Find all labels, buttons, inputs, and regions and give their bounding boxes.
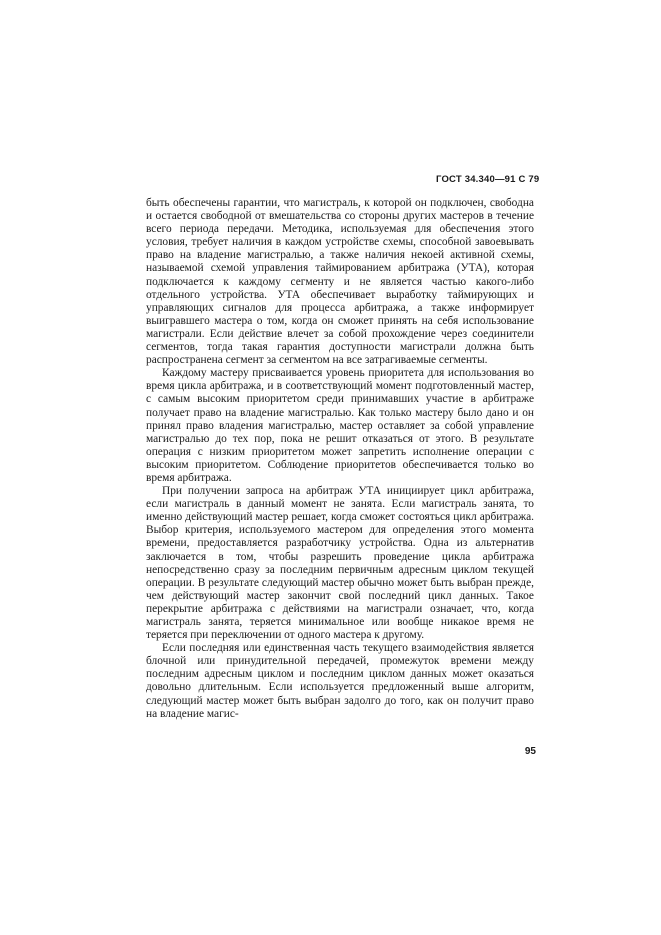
document-header: ГОСТ 34.340—91 С 79 [436,174,540,185]
paragraph-3: При получении запроса на арбитраж УТА инициирует цикл арбитража, если магистраль в данный момент не занята. Если магистраль занята, то именно действующий мастер решает, когда сможет состояться цикл арбитража. Выбор критерия, используемого мастером для определения этого момента времени, предоставляется разработчику устройства. Одна из альтернатив заключается в том, чтобы разрешить проведение цикла арбитража непосредственно сразу за последним первичным адресным циклом текущей операции. В результате следующий мастер обычно может быть выбран прежде, чем действующий мастер закончит свой последний цикл данных. Такое перекрытие арбитража с действиями на магистрали означает, что, когда магистраль занята, теряется минимальное или вообще никакое время не теряется при переключении от одного мастера к другому. [146,485,534,642]
paragraph-4: Если последняя или единственная часть текущего взаимодействия является блочной или принудительной передачей, промежуток времени между последним адресным циклом и последним циклом данных может оказаться довольно длительным. Если используется предложенный выше алгоритм, следующий мастер может быть выбран задолго до того, как он получит право на владение магис- [146,642,534,720]
paragraph-1: быть обеспечены гарантии, что магистраль, к которой он подключен, свободна и остается свободной от вмешательства со стороны других мастеров в течение всего периода передачи. Методика, используемая для обеспечения этого условия, требует наличия в каждом устройстве схемы, способной завоевывать право на владение магистралью, а также наличия некоей активной схемы, называемой схемой управления таймированием арбитража (УТА), которая подключается к каждому сегменту и не является частью какого-либо отдельного устройства. УТА обеспечивает выработку таймирующих и управляющих сигналов для процесса арбитража, а также информирует выигравшего мастера о том, когда он сможет принять на себя использование магистрали. Если действие влечет за собой прохождение через соединители сегментов, тогда такая гарантия доступности магистрали должна быть распространена сегмент за сегментом на все затрагиваемые сегменты. [146,197,534,367]
page-number: 95 [524,746,536,757]
paragraph-2: Каждому мастеру присваивается уровень приоритета для использования во время цикла арбитража, и в соответствующий момент подготовленный мастер, с самым высоким приоритетом среди принимавших участие в арбитраже получает право на владение магистралью. Как только мастеру было дано и он принял право владения магистралью, мастер оставляет за собой управление магистралью до тех пор, пока не решит отказаться от этого. В результате операция с низким приоритетом может запретить исполнение операции с высоким приоритетом. Соблюдение приоритетов обеспечивается только во время арбитража. [146,367,534,484]
document-body [146,197,534,721]
